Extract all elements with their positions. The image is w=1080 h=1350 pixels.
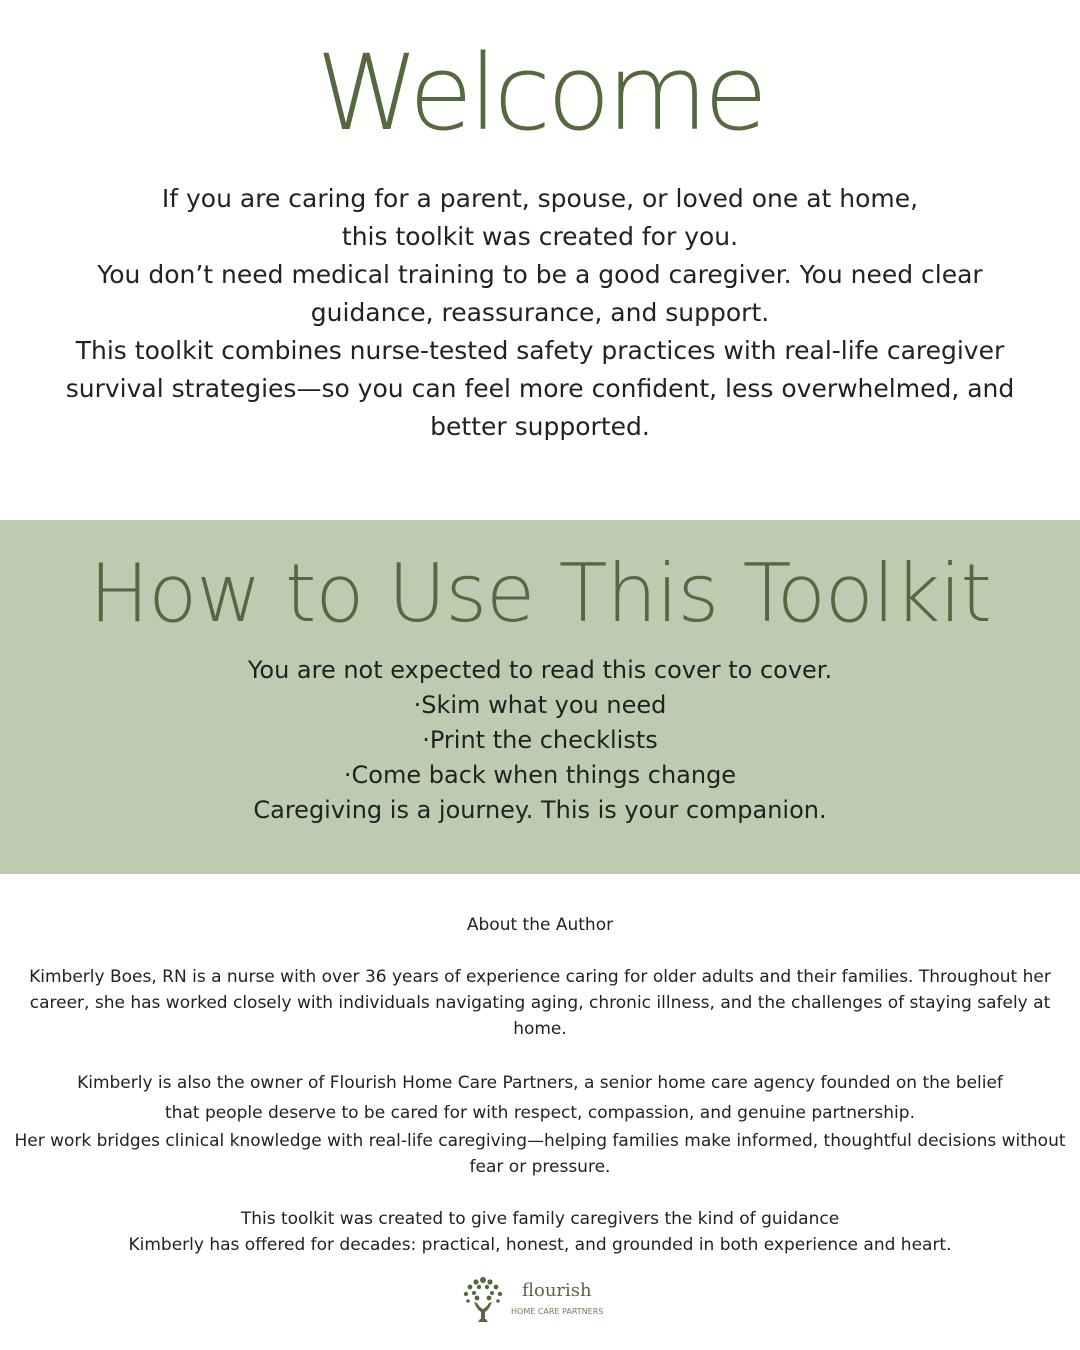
about-author-heading: About the Author <box>466 915 614 935</box>
flourish-logo <box>460 1272 620 1324</box>
how-to-use-section <box>0 520 1080 874</box>
how-to-use-bullet: ·Skim what you need <box>413 691 667 719</box>
how-to-use-line: You are not expected to read this cover to cover. <box>247 656 833 684</box>
how-to-use-line: Caregiving is a journey. This is your companion. <box>253 796 827 824</box>
welcome-line: This toolkit combines nurse-tested safety practices with real-life caregiver survival strategies—so you can feel more confident, less overwhelmed, and better supported. <box>65 336 1015 441</box>
how-to-use-title: How to Use This Toolkit <box>89 547 991 640</box>
about-author-section <box>10 912 1070 1258</box>
author-paragraph: that people deserve to be cared for with respect, compassion, and genuine partnership. <box>165 1103 915 1123</box>
how-to-use-body <box>0 653 1080 828</box>
welcome-line: this toolkit was created for you. <box>341 222 739 251</box>
how-to-use-bullet: ·Print the checklists <box>422 726 658 754</box>
author-paragraph: Her work bridges clinical knowledge with real-life caregiving—helping families make informed, thoughtful decisions without fear or pressure. <box>14 1131 1066 1177</box>
how-to-use-bullet: ·Come back when things change <box>343 761 737 789</box>
welcome-line: If you are caring for a parent, spouse, or loved one at home, <box>161 184 919 213</box>
logo-subtitle: HOME CARE PARTNERS <box>511 1307 604 1316</box>
logo-wordmark: flourish <box>522 1280 592 1301</box>
author-paragraph: Kimberly Boes, RN is a nurse with over 36 years of experience caring for older adults and their families. Throughout her career, she has worked closely with individuals navigating aging, chronic illness, and the challenges of staying safely at home. <box>29 967 1051 1039</box>
tree-with-people-icon <box>460 1274 506 1324</box>
author-paragraph: Kimberly has offered for decades: practical, honest, and grounded in both experience and heart. <box>128 1235 952 1255</box>
welcome-title: Welcome <box>316 32 764 154</box>
author-paragraph: Kimberly is also the owner of Flourish Home Care Partners, a senior home care agency founded on the belief <box>77 1073 1003 1093</box>
welcome-intro <box>40 180 1040 446</box>
welcome-line: You don’t need medical training to be a good caregiver. You need clear guidance, reassurance, and support. <box>97 260 983 327</box>
author-paragraph: This toolkit was created to give family caregivers the kind of guidance <box>240 1209 840 1229</box>
